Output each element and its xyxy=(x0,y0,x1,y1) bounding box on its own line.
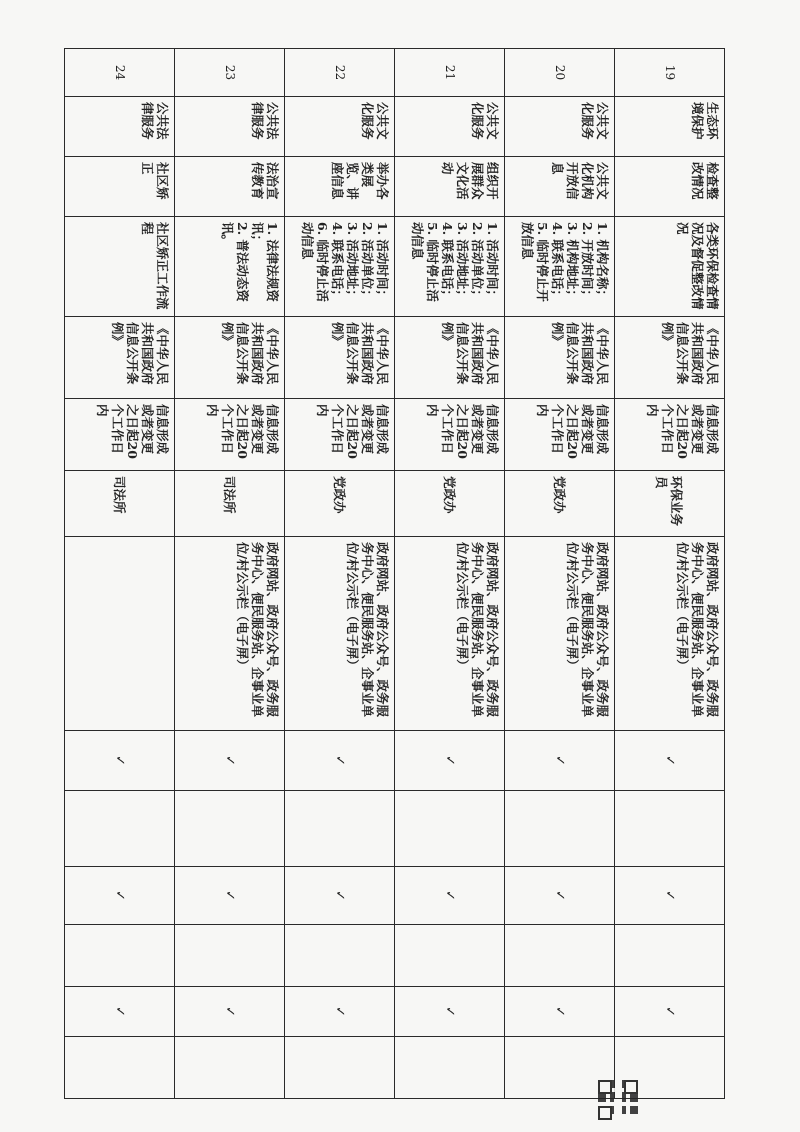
table-row xyxy=(65,49,175,1099)
check-cell: ✓ xyxy=(395,867,505,925)
check-cell: ✓ xyxy=(615,987,725,1037)
item-cell: 组织开展群众文化活动 xyxy=(395,157,505,217)
content-line: 3. 活动地址； xyxy=(455,222,470,302)
row-number: 21 xyxy=(395,49,505,97)
table-row xyxy=(395,49,505,1099)
check-cell: ✓ xyxy=(395,731,505,791)
check-cell: ✓ xyxy=(505,867,615,925)
content-cell xyxy=(65,217,175,317)
content-line: 2. 开放时间； xyxy=(580,222,595,302)
row-number: 23 xyxy=(175,49,285,97)
table-row xyxy=(175,49,285,1099)
check-cell: ✓ xyxy=(65,731,175,791)
channel-cell: 政府网站、政府公众号、政务服务中心、便民服务站、企事业单位/村公示栏（电子屏） xyxy=(395,537,505,731)
channel-cell: 政府网站、政府公众号、政务服务中心、便民服务站、企事业单位/村公示栏（电子屏） xyxy=(175,537,285,731)
check-cell xyxy=(285,925,395,987)
check-cell: ✓ xyxy=(395,987,505,1037)
content-cell xyxy=(615,217,725,317)
check-cell: ✓ xyxy=(505,731,615,791)
content-cell xyxy=(505,217,615,317)
item-cell: 公共文化机构开放信息 xyxy=(505,157,615,217)
disclosure-table xyxy=(64,48,725,1099)
category-cell: 公共文化服务 xyxy=(395,97,505,157)
table-row xyxy=(285,49,395,1099)
content-line: 1. 机构名称； xyxy=(595,222,610,302)
subject-cell: 环保业务员 xyxy=(615,471,725,537)
category-cell: 生态环境保护 xyxy=(615,97,725,157)
row-number: 22 xyxy=(285,49,395,97)
basis-cell: 《中华人民共和国政府信息公开条例》 xyxy=(285,317,395,399)
table-row xyxy=(505,49,615,1099)
check-cell: ✓ xyxy=(65,867,175,925)
subject-cell: 党政办 xyxy=(505,471,615,537)
category-cell: 公共文化服务 xyxy=(285,97,395,157)
qr-code-icon xyxy=(598,1080,638,1120)
item-cell: 检查整改情况 xyxy=(615,157,725,217)
content-line: 2. 活动单位； xyxy=(470,222,485,302)
channel-cell: 政府网站、政府公众号、政务服务中心、便民服务站、企事业单位/村公示栏（电子屏） xyxy=(505,537,615,731)
check-cell xyxy=(395,1037,505,1099)
channel-cell xyxy=(65,537,175,731)
content-line: 4. 联系电话； xyxy=(330,222,345,302)
content-cell xyxy=(175,217,285,317)
time-cell: 信息形成或者变更之日起20个工作日内 xyxy=(175,399,285,471)
check-cell xyxy=(65,1037,175,1099)
content-line: 1. 活动时间； xyxy=(375,222,390,302)
check-cell xyxy=(615,791,725,867)
content-cell xyxy=(285,217,395,317)
category-cell: 公共文化服务 xyxy=(505,97,615,157)
basis-cell: 《中华人民共和国政府信息公开条例》 xyxy=(615,317,725,399)
content-line: 6. 临时停止活动信息 xyxy=(300,222,330,302)
time-cell: 信息形成或者变更之日起20个工作日内 xyxy=(505,399,615,471)
content-line: 3. 活动地址； xyxy=(345,222,360,302)
content-line: 3. 机构地址； xyxy=(565,222,580,302)
check-cell xyxy=(65,925,175,987)
check-cell: ✓ xyxy=(615,867,725,925)
item-cell: 法治宣传教育 xyxy=(175,157,285,217)
check-cell: ✓ xyxy=(175,731,285,791)
channel-cell: 政府网站、政府公众号、政务服务中心、便民服务站、企事业单位/村公示栏（电子屏） xyxy=(285,537,395,731)
rotated-table-wrapper xyxy=(65,48,725,1048)
channel-cell: 政府网站、政府公众号、政务服务中心、便民服务站、企事业单位/村公示栏（电子屏） xyxy=(615,537,725,731)
check-cell: ✓ xyxy=(65,987,175,1037)
content-line: 1. 活动时间； xyxy=(485,222,500,302)
content-line: 1. 法律法规资讯； xyxy=(250,222,280,302)
check-cell xyxy=(65,791,175,867)
content-line: 5. 临时停止开放信息 xyxy=(520,222,550,302)
check-cell xyxy=(175,1037,285,1099)
check-cell: ✓ xyxy=(175,867,285,925)
check-cell xyxy=(175,791,285,867)
content-line: 各类环保检查情况及督促整改情况 xyxy=(675,222,720,310)
row-number: 19 xyxy=(615,49,725,97)
table-row xyxy=(615,49,725,1099)
check-cell xyxy=(395,925,505,987)
subject-cell: 司法所 xyxy=(65,471,175,537)
content-line: 5. 临时停止活动信息 xyxy=(410,222,440,302)
check-cell xyxy=(285,1037,395,1099)
subject-cell: 司法所 xyxy=(175,471,285,537)
check-cell: ✓ xyxy=(505,987,615,1037)
basis-cell: 《中华人民共和国政府信息公开条例》 xyxy=(175,317,285,399)
content-line: 2. 普法动态资讯。 xyxy=(220,222,250,302)
check-cell: ✓ xyxy=(175,987,285,1037)
time-cell: 信息形成或者变更之日起20个工作日内 xyxy=(615,399,725,471)
check-cell xyxy=(615,925,725,987)
check-cell xyxy=(395,791,505,867)
subject-cell: 党政办 xyxy=(395,471,505,537)
content-line: 4. 联系电话； xyxy=(440,222,455,302)
check-cell xyxy=(175,925,285,987)
content-line: 社区矫正工作流程 xyxy=(140,222,170,310)
content-line: 4. 联系电话； xyxy=(550,222,565,302)
subject-cell: 党政办 xyxy=(285,471,395,537)
basis-cell: 《中华人民共和国政府信息公开条例》 xyxy=(505,317,615,399)
content-cell xyxy=(395,217,505,317)
row-number: 24 xyxy=(65,49,175,97)
content-line: 2. 活动单位； xyxy=(360,222,375,302)
time-cell: 信息形成或者变更之日起20个工作日内 xyxy=(395,399,505,471)
item-cell: 举办各类展览、讲座信息 xyxy=(285,157,395,217)
category-cell: 公共法律服务 xyxy=(175,97,285,157)
check-cell xyxy=(505,925,615,987)
basis-cell: 《中华人民共和国政府信息公开条例》 xyxy=(65,317,175,399)
check-cell: ✓ xyxy=(285,987,395,1037)
check-cell xyxy=(505,791,615,867)
check-cell: ✓ xyxy=(285,731,395,791)
basis-cell: 《中华人民共和国政府信息公开条例》 xyxy=(395,317,505,399)
time-cell: 信息形成或者变更之日起20个工作日内 xyxy=(285,399,395,471)
check-cell xyxy=(285,791,395,867)
item-cell: 社区矫正 xyxy=(65,157,175,217)
check-cell: ✓ xyxy=(615,731,725,791)
check-cell: ✓ xyxy=(285,867,395,925)
table-body xyxy=(65,49,725,1099)
time-cell: 信息形成或者变更之日起20个工作日内 xyxy=(65,399,175,471)
row-number: 20 xyxy=(505,49,615,97)
category-cell: 公共法律服务 xyxy=(65,97,175,157)
